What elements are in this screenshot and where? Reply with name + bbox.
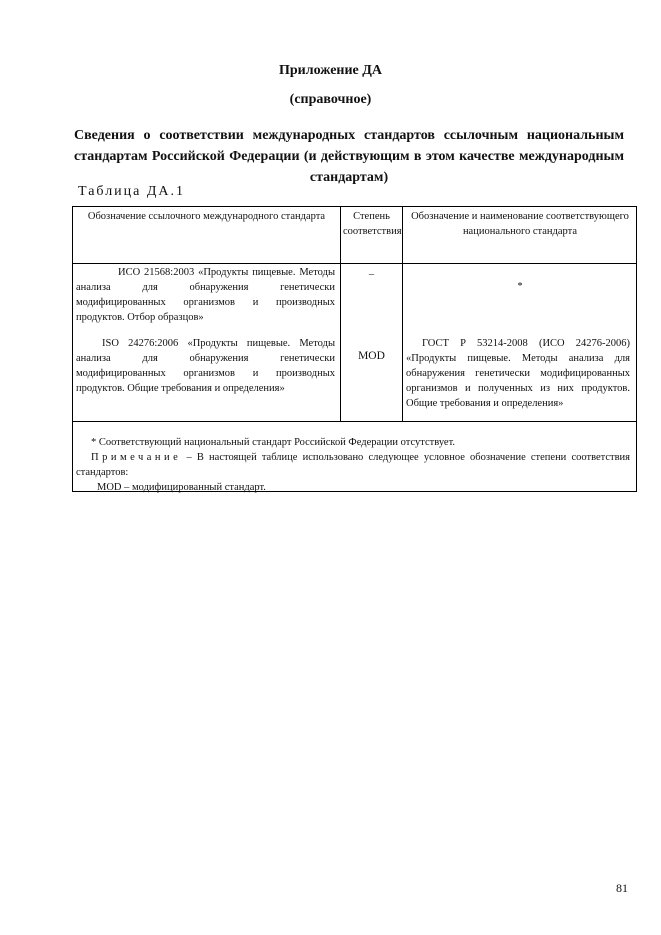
notes-divider <box>73 421 636 422</box>
note-label: Примечание <box>91 452 182 463</box>
appendix-subtitle: Сведения о соответствии международных стандартов ссылочным национальным стандартам Российской Федерации (и действующим в этом качестве международным стандартам) <box>74 128 624 185</box>
row1-degree: – <box>368 269 375 280</box>
correspondence-table <box>72 206 637 492</box>
header-divider <box>73 263 636 264</box>
header-intl-standard: Обозначение ссылочного международного стандарта <box>87 211 326 222</box>
header-degree: Степень соответствия <box>343 211 402 237</box>
appendix-title: Приложение ДА <box>278 63 383 78</box>
row2-degree: MOD <box>358 350 385 362</box>
note <box>76 450 630 480</box>
header-national-standard: Обозначение и наименование соответствующего национального стандарта <box>411 211 629 237</box>
column-divider-2 <box>402 207 403 421</box>
page-number: 81 <box>616 881 628 895</box>
appendix-reference: (справочное) <box>289 92 372 107</box>
footnote: * Соответствующий национальный стандарт Российской Федерации отсутствует. <box>91 437 456 448</box>
note-text: – В настоящей таблице использовано следующее условное обозначение степени соответствия стандартов: <box>76 452 630 478</box>
row1-intl-standard: ИСО 21568:2003 «Продукты пищевые. Методы анализа для обнаружения генетически модифицированных организмов и производных продуктов. Отбор образцов» <box>76 267 335 323</box>
row2-national-standard: ГОСТ Р 53214-2008 (ИСО 24276-2006) «Продукты пищевые. Методы анализа для обнаружения генетически модифицированных организмов и полученных из них продуктов. Общие требования и определения» <box>406 338 630 409</box>
row2-intl-standard: ISO 24276:2006 «Продукты пищевые. Методы анализа для обнаружения генетически модифицированных организмов и производных продуктов. Общие требования и определения» <box>76 338 335 394</box>
table-label: Таблица ДА.1 <box>78 184 186 199</box>
row1-national-standard: * <box>517 281 523 292</box>
mod-definition: MOD – модифицированный стандарт. <box>97 482 266 493</box>
column-divider-1 <box>340 207 341 421</box>
